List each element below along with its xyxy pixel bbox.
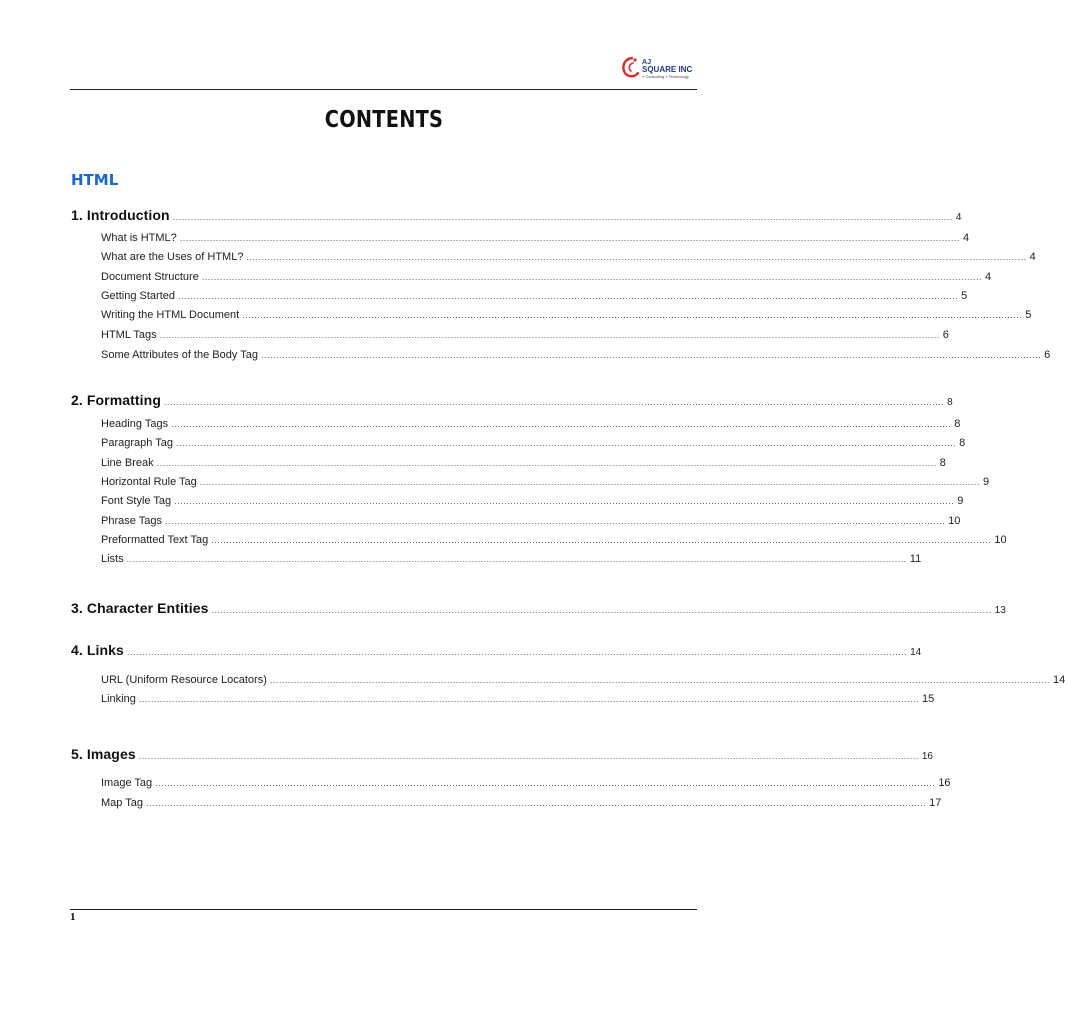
leader-dots: .................................................................................................................................................................................................................................................................... [260,350,1042,360]
leader-dots: .................................................................................................................................................................................................................................................................... [178,291,959,301]
leader-dots: .................................................................................................................................................................................................................................................................... [126,554,907,564]
toc-entry-label: What is HTML? [101,232,177,244]
company-logo [620,54,700,86]
footer-rule [70,909,697,910]
logo-line-1: AJ [642,59,652,66]
toc-chapter-images[interactable] [71,746,933,762]
toc-entry-label: Horizontal Rule Tag [101,476,197,488]
leader-dots: .................................................................................................................................................................................................................................................................... [155,778,936,788]
toc-entry-label: Writing the HTML Document [101,309,240,321]
leader-dots: .................................................................................................................................................................................................................................................................... [171,419,952,429]
leader-dots: .................................................................................................................................................................................................................................................................... [172,212,953,222]
toc-page-number: 8 [939,457,946,469]
toc-entry-label: Map Tag [101,797,143,809]
leader-dots: .................................................................................................................................................................................................................................................................... [179,233,960,243]
toc-entry[interactable] [101,777,951,789]
toc-page-number: 9 [982,476,990,488]
toc-entry[interactable] [101,553,922,565]
leader-dots: .................................................................................................................................................................................................................................................................... [201,272,982,282]
toc-page-number: 15 [922,693,935,705]
toc-page-number: 17 [929,797,942,809]
toc-entry[interactable] [101,271,992,283]
toc-entry[interactable] [101,674,1065,686]
toc-entry[interactable] [101,232,970,244]
toc-page-number: 8 [954,418,961,430]
toc-entry[interactable] [101,309,1032,321]
toc-chapter-links[interactable] [71,642,922,658]
toc-entry[interactable] [101,797,942,809]
leader-dots: .................................................................................................................................................................................................................................................................... [246,252,1027,262]
toc-entry[interactable] [101,534,1007,546]
logo-line-2: SQUARE INC [642,65,693,74]
page-title: CONTENTS [324,107,444,133]
toc-entry[interactable] [101,495,964,507]
section-heading: HTML [71,171,119,189]
toc-entry-label: URL (Uniform Resource Locators) [101,674,267,686]
toc-entry[interactable] [101,418,961,430]
toc-page-number: 8 [947,397,953,408]
toc-chapter-label: 5. Images [71,746,136,762]
toc-chapter-introduction[interactable] [71,207,962,223]
toc-page-number: 14 [1053,674,1065,686]
toc-page-number: 4 [984,271,992,283]
toc-page-number: 9 [957,495,964,507]
leader-dots: .................................................................................................................................................................................................................................................................... [211,605,992,615]
leader-dots: .................................................................................................................................................................................................................................................................... [242,310,1023,320]
toc-entry[interactable] [101,251,1036,263]
leader-dots: .................................................................................................................................................................................................................................................................... [211,535,992,545]
toc-page-number: 11 [909,553,922,565]
toc-entry[interactable] [101,290,968,302]
leader-dots: .................................................................................................................................................................................................................................................................... [163,397,945,407]
leader-dots: .................................................................................................................................................................................................................................................................... [138,751,919,761]
toc-entry-label: Font Style Tag [101,495,172,507]
toc-entry-label: Phrase Tags [101,515,162,527]
toc-page-number: 8 [959,437,966,449]
toc-page-number: 13 [994,605,1006,616]
header-rule [70,89,697,90]
toc-page-number: 16 [921,751,933,762]
leader-dots: .................................................................................................................................................................................................................................................................... [269,675,1051,685]
logo-tagline: » Consulting » Technology [642,74,689,79]
toc-entry-label: Lists [101,553,124,565]
toc-entry[interactable] [101,329,949,341]
toc-page-number: 16 [938,777,951,789]
toc-entry[interactable] [101,457,946,469]
toc-entry-label: Image Tag [101,777,153,789]
leader-dots: .................................................................................................................................................................................................................................................................... [159,330,940,340]
toc-page-number: 4 [1029,251,1036,263]
toc-entry-label: What are the Uses of HTML? [101,251,244,263]
leader-dots: .................................................................................................................................................................................................................................................................... [126,647,908,657]
toc-entry-label: Paragraph Tag [101,437,173,449]
toc-entry[interactable] [101,476,990,488]
leader-dots: .................................................................................................................................................................................................................................................................... [156,458,937,468]
leader-dots: .................................................................................................................................................................................................................................................................... [138,694,919,704]
toc-chapter-label: 2. Formatting [71,392,161,408]
toc-page-number: 5 [961,290,968,302]
toc-entry-label: Document Structure [101,271,199,283]
toc-entry-label: Getting Started [101,290,175,302]
toc-chapter-character-entities[interactable] [71,600,1006,616]
toc-entry[interactable] [101,693,935,705]
toc-chapter-label: 1. Introduction [71,207,170,223]
toc-page-number: 4 [962,232,970,244]
toc-chapter-label: 4. Links [71,642,124,658]
toc-entry-label: HTML Tags [101,329,157,341]
toc-page-number: 4 [955,212,962,223]
toc-entry-label: Preformatted Text Tag [101,534,209,546]
toc-page-number: 14 [910,647,922,658]
toc-entry-label: Linking [101,693,136,705]
toc-entry-label: Some Attributes of the Body Tag [101,349,258,361]
toc-page-number: 10 [948,515,961,527]
toc-chapter-formatting[interactable] [71,392,953,408]
logo-swirl-icon [620,56,642,80]
toc-page-number: 10 [994,534,1007,546]
toc-page-number: 5 [1025,309,1032,321]
leader-dots: .................................................................................................................................................................................................................................................................... [175,438,957,448]
toc-page-number: 6 [942,329,949,341]
toc-page-number: 6 [1044,349,1051,361]
footer-page-number: 1 [70,911,76,923]
toc-entry[interactable] [101,515,961,527]
leader-dots: .................................................................................................................................................................................................................................................................... [164,516,946,526]
leader-dots: .................................................................................................................................................................................................................................................................... [199,477,980,487]
toc-chapter-label: 3. Character Entities [71,600,209,616]
toc-entry[interactable] [101,437,966,449]
toc-entry-label: Line Break [101,457,154,469]
toc-entry-label: Heading Tags [101,418,169,430]
leader-dots: .................................................................................................................................................................................................................................................................... [146,798,927,808]
toc-entry[interactable] [101,349,1051,361]
leader-dots: .................................................................................................................................................................................................................................................................... [174,496,955,506]
